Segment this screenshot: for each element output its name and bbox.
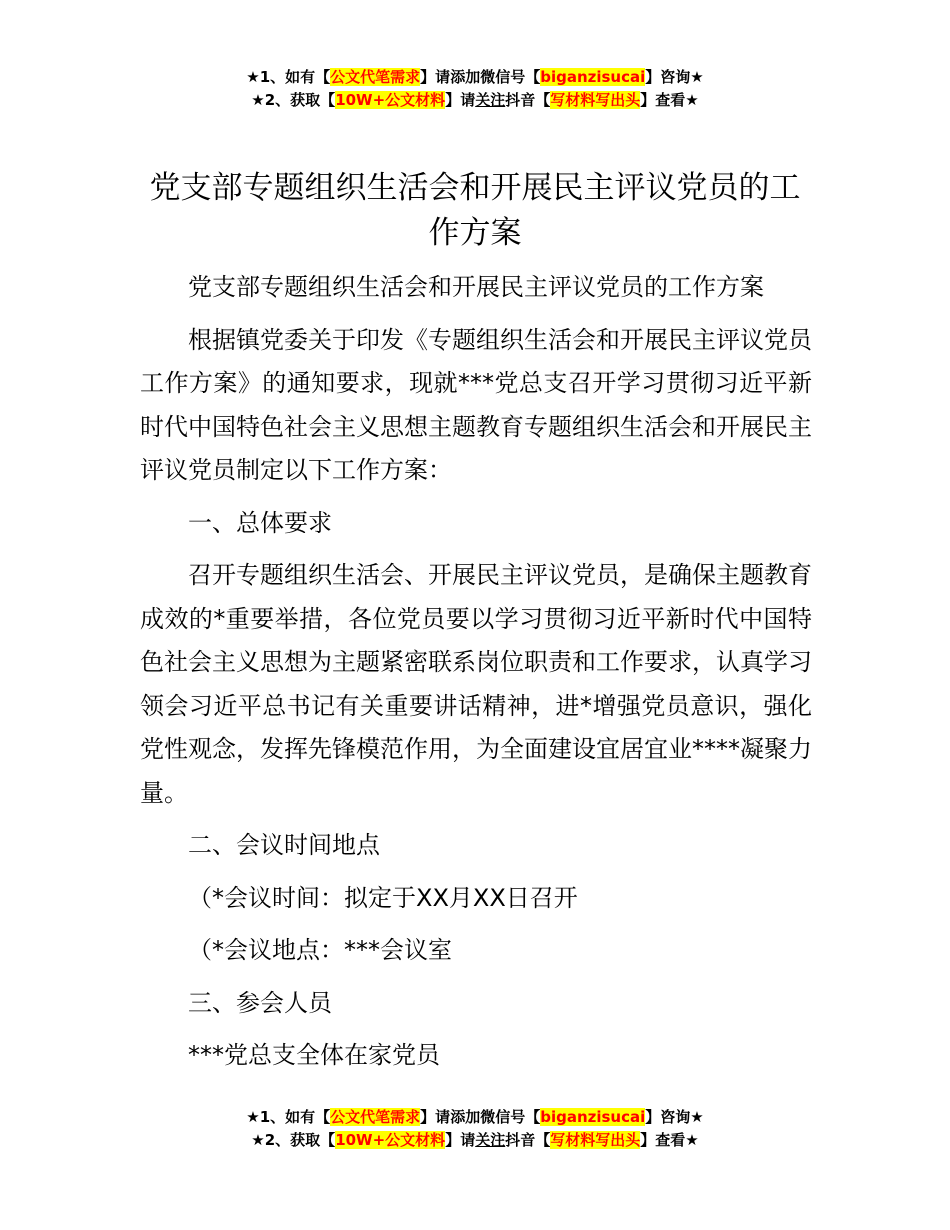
document-body bbox=[140, 266, 812, 1087]
banner-text: ★1、如有【 bbox=[246, 1108, 331, 1126]
document-title: 党支部专题组织生活会和开展民主评议党员的工作方案 bbox=[149, 170, 801, 251]
banner-text: 抖音【 bbox=[505, 1131, 551, 1149]
footer-banner bbox=[0, 1106, 950, 1152]
banner-highlight: biganzisucai bbox=[540, 68, 646, 86]
banner-text: 】咨询★ bbox=[645, 1108, 704, 1126]
banner-text: 】查看★ bbox=[640, 1131, 699, 1149]
header-banner bbox=[0, 66, 950, 112]
banner-text: 】查看★ bbox=[640, 91, 699, 109]
banner-text: 】请 bbox=[445, 1131, 476, 1149]
banner-highlight: 10W+公文材料 bbox=[335, 91, 446, 109]
banner-text: 】请 bbox=[420, 1108, 451, 1126]
banner-emphasis: 关注 bbox=[475, 91, 506, 109]
banner-text: ★2、获取【 bbox=[251, 1131, 336, 1149]
banner-text: 抖音【 bbox=[505, 91, 551, 109]
banner-text: 微信号【 bbox=[480, 68, 541, 86]
section-heading: 一、总体要求 bbox=[188, 508, 332, 537]
banner-highlight: 写材料写出头 bbox=[550, 1131, 641, 1149]
banner-text: ★1、如有【 bbox=[246, 68, 331, 86]
paragraph: 根据镇党委关于印发《专题组织生活会和开展民主评议党员工作方案》的通知要求，现就***党总支召开学习贯彻习近平新时代中国特色社会主义思想主题教育专题组织生活会和开展民主评议党员制定以下工作方案： bbox=[140, 325, 812, 484]
banner-emphasis: 添加 bbox=[450, 68, 481, 86]
banner-highlight: biganzisucai bbox=[540, 1108, 646, 1126]
banner-highlight: 写材料写出头 bbox=[550, 91, 641, 109]
banner-text: 】请 bbox=[420, 68, 451, 86]
banner-line-2 bbox=[0, 1129, 950, 1152]
paragraph: （*会议地点：***会议室 bbox=[188, 936, 452, 964]
banner-line-1 bbox=[0, 66, 950, 89]
banner-text: 】请 bbox=[445, 91, 476, 109]
banner-text: ★2、获取【 bbox=[251, 91, 336, 109]
banner-line-1 bbox=[0, 1106, 950, 1129]
banner-text: 】咨询★ bbox=[645, 68, 704, 86]
banner-line-2 bbox=[0, 89, 950, 112]
banner-emphasis: 关注 bbox=[475, 1131, 506, 1149]
paragraph: 党支部专题组织生活会和开展民主评议党员的工作方案 bbox=[188, 273, 764, 301]
paragraph: ***党总支全体在家党员 bbox=[188, 1041, 440, 1069]
banner-highlight: 公文代笔需求 bbox=[330, 1108, 421, 1126]
section-heading: 二、会议时间地点 bbox=[188, 831, 380, 859]
banner-text: 微信号【 bbox=[480, 1108, 541, 1126]
paragraph: （*会议时间：拟定于XX月XX日召开 bbox=[188, 883, 578, 912]
section-heading: 三、参会人员 bbox=[188, 988, 332, 1017]
paragraph: 召开专题组织生活会、开展民主评议党员，是确保主题教育成效的*重要举措，各位党员要以学习贯彻习近平新时代中国特色社会主义思想为主题紧密联系岗位职责和工作要求，认真学习领会习近平总书记有关重要讲话精神，进*增强党员意识，强化党性观念，发挥先锋模范作用，为全面建设宜居宜业****凝聚力量。 bbox=[140, 561, 812, 807]
banner-highlight: 公文代笔需求 bbox=[330, 68, 421, 86]
banner-emphasis: 添加 bbox=[450, 1108, 481, 1126]
banner-highlight: 10W+公文材料 bbox=[335, 1131, 446, 1149]
